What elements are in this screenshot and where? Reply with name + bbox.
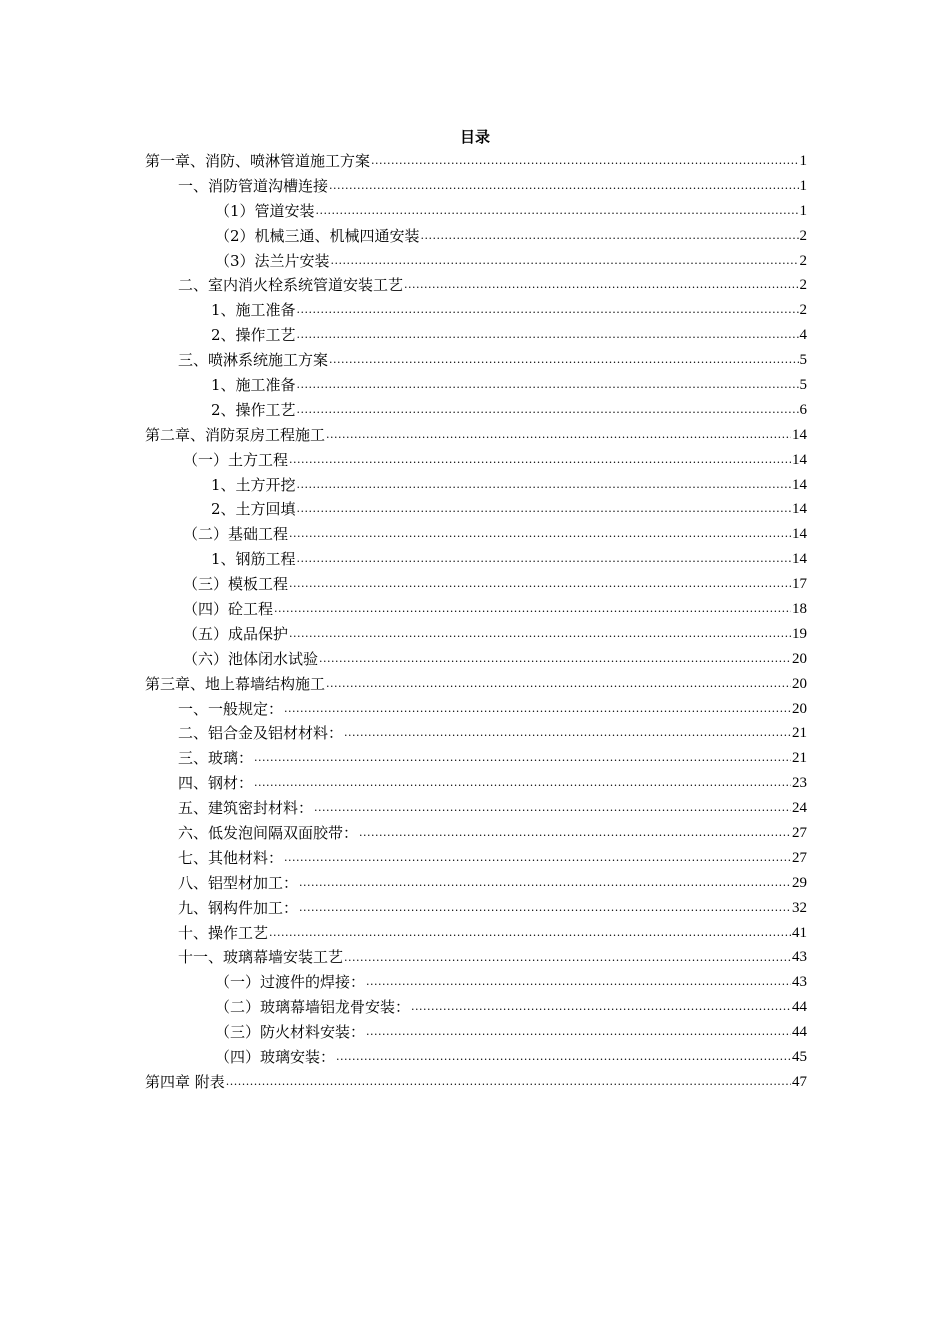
toc-entry-page: 14 (792, 526, 807, 543)
toc-leader-dots (284, 846, 791, 871)
toc-entry[interactable] (145, 1070, 807, 1095)
toc-entry[interactable] (145, 273, 807, 298)
toc-entry-label: 十、操作工艺 (178, 923, 269, 942)
toc-entry-label: 第一章、消防、喷淋管道施工方案 (145, 151, 371, 170)
toc-entry[interactable] (145, 821, 807, 846)
toc-leader-dots (344, 721, 791, 746)
toc-leader-dots (297, 323, 799, 348)
toc-entry-label: 六、低发泡间隔双面胶带： (178, 824, 359, 843)
toc-leader-dots (421, 224, 799, 249)
toc-entry-page: 6 (799, 401, 807, 418)
toc-entry-page: 27 (792, 825, 807, 842)
toc-entry[interactable] (145, 921, 807, 946)
toc-leader-dots (269, 921, 791, 946)
toc-leader-dots (297, 398, 799, 423)
toc-leader-dots (331, 249, 799, 274)
toc-leader-dots (226, 1070, 791, 1095)
toc-entry-label: （二）玻璃幕墙铝龙骨安装： (215, 998, 411, 1017)
toc-entry-page: 24 (792, 800, 807, 817)
toc-entry-label: （五）成品保护 (183, 624, 289, 643)
toc-entry[interactable] (145, 1045, 807, 1070)
toc-leader-dots (326, 423, 791, 448)
toc-leader-dots (329, 174, 798, 199)
toc-entry-page: 27 (792, 849, 807, 866)
toc-entry-label: 三、喷淋系统施工方案 (178, 351, 329, 370)
toc-entry-page: 1 (799, 152, 807, 169)
toc-entry-label: 四、钢材： (178, 774, 254, 793)
toc-entry[interactable] (145, 224, 807, 249)
toc-entry[interactable] (145, 721, 807, 746)
toc-entry[interactable] (145, 796, 807, 821)
toc-entry-page: 21 (792, 750, 807, 767)
toc-entry[interactable] (145, 697, 807, 722)
toc-entry-page: 20 (792, 650, 807, 667)
toc-entry[interactable] (145, 149, 807, 174)
toc-leader-dots (371, 149, 798, 174)
toc-entry-page: 18 (792, 601, 807, 618)
toc-entry-label: 第四章 附表 (145, 1072, 225, 1091)
toc-entry-page: 29 (792, 874, 807, 891)
toc-leader-dots (344, 946, 791, 971)
toc-entry-page: 2 (799, 252, 807, 269)
toc-entry-label: 八、铝型材加工： (178, 873, 299, 892)
toc-leader-dots (314, 796, 791, 821)
toc-entry-page: 5 (799, 352, 807, 369)
toc-entry-page: 32 (792, 899, 807, 916)
toc-entry-page: 47 (792, 1073, 807, 1090)
toc-entry-label: 三、玻璃： (178, 749, 254, 768)
toc-entry[interactable] (145, 871, 807, 896)
toc-entry[interactable] (145, 995, 807, 1020)
toc-entry-label: 十一、玻璃幕墙安装工艺 (178, 948, 344, 967)
toc-entry[interactable] (145, 373, 807, 398)
toc-entry[interactable] (145, 199, 807, 224)
toc-entry[interactable] (145, 672, 807, 697)
toc-entry[interactable] (145, 846, 807, 871)
toc-entry-label: （二）基础工程 (183, 525, 289, 544)
toc-entry-label: （三）防火材料安装： (215, 1023, 366, 1042)
toc-leader-dots (329, 348, 798, 373)
toc-entry[interactable] (145, 423, 807, 448)
toc-leader-dots (336, 1045, 791, 1070)
toc-entry-label: （一）过渡件的焊接： (215, 973, 366, 992)
toc-entry[interactable] (145, 249, 807, 274)
toc-entry-page: 14 (792, 426, 807, 443)
toc-leader-dots (297, 547, 791, 572)
toc-entry-label: 一、一般规定： (178, 699, 284, 718)
toc-entry[interactable] (145, 946, 807, 971)
toc-entry-page: 20 (792, 700, 807, 717)
toc-entry[interactable] (145, 473, 807, 498)
toc-leader-dots (316, 199, 799, 224)
toc-entry-page: 2 (799, 227, 807, 244)
toc-entry-label: （六）池体闭水试验 (183, 649, 319, 668)
toc-entry-page: 21 (792, 725, 807, 742)
toc-leader-dots (297, 298, 799, 323)
toc-entry-page: 44 (792, 999, 807, 1016)
toc-leader-dots (366, 1020, 791, 1045)
toc-entry-label: 1、钢筋工程 (211, 550, 296, 569)
toc-entry-page: 19 (792, 625, 807, 642)
toc-entry-page: 20 (792, 675, 807, 692)
toc-entry-page: 43 (792, 974, 807, 991)
toc-entry-label: 1、施工准备 (211, 376, 296, 394)
toc-entry-label: 2、操作工艺 (211, 400, 296, 419)
toc-entry-page: 2 (799, 302, 807, 319)
toc-leader-dots (404, 273, 798, 298)
toc-entry-label: 二、铝合金及铝材材料： (178, 724, 344, 743)
toc-leader-dots (299, 871, 791, 896)
toc-entry-page: 1 (799, 202, 807, 219)
toc-leader-dots (326, 672, 791, 697)
toc-entry[interactable] (145, 298, 807, 323)
toc-entry-label: （四）玻璃安装： (215, 1048, 336, 1067)
toc-entry[interactable] (145, 497, 807, 522)
toc-entry-label: 2、土方回填 (211, 500, 296, 519)
toc-entry-label: （一）土方工程 (183, 450, 289, 469)
toc-entry[interactable] (145, 597, 807, 622)
toc-entry-label: 1、土方开挖 (211, 475, 296, 494)
toc-leader-dots (289, 622, 791, 647)
toc-leader-dots (297, 473, 791, 498)
toc-entry-page: 14 (792, 451, 807, 468)
toc-entry-label: 九、钢构件加工： (178, 898, 299, 917)
toc-leader-dots (359, 821, 791, 846)
toc-entry[interactable] (145, 547, 807, 572)
toc-entry[interactable] (145, 522, 807, 547)
toc-leader-dots (411, 995, 791, 1020)
toc-entry[interactable] (145, 323, 807, 348)
toc-leader-dots (319, 647, 791, 672)
toc-entry-page: 44 (792, 1024, 807, 1041)
toc-entry-label: 2、操作工艺 (211, 326, 296, 345)
toc-entry-page: 2 (799, 277, 807, 294)
table-of-contents (145, 149, 807, 1095)
toc-entry-page: 14 (792, 476, 807, 493)
toc-leader-dots (254, 771, 791, 796)
toc-entry-label: （四）砼工程 (183, 600, 274, 619)
toc-entry-label: 二、室内消火栓系统管道安装工艺 (178, 276, 404, 295)
toc-entry-label: （2）机械三通、机械四通安装 (215, 226, 420, 245)
toc-entry-page: 43 (792, 949, 807, 966)
toc-entry[interactable] (145, 572, 807, 597)
toc-leader-dots (289, 522, 791, 547)
toc-title: 目录 (459, 128, 490, 146)
toc-entry-page: 1 (799, 177, 807, 194)
toc-entry[interactable] (145, 622, 807, 647)
toc-entry-page: 14 (792, 501, 807, 518)
toc-entry-label: （3）法兰片安装 (215, 251, 330, 270)
toc-leader-dots (366, 970, 791, 995)
toc-entry-label: 第二章、消防泵房工程施工 (145, 425, 326, 444)
toc-leader-dots (299, 896, 791, 921)
toc-leader-dots (254, 746, 791, 771)
toc-entry[interactable] (145, 746, 807, 771)
toc-leader-dots (274, 597, 791, 622)
toc-entry-page: 41 (792, 924, 807, 941)
toc-entry-page: 4 (799, 327, 807, 344)
toc-leader-dots (289, 572, 791, 597)
toc-entry[interactable] (145, 1020, 807, 1045)
toc-entry-label: （1）管道安装 (215, 201, 315, 220)
toc-entry-page: 45 (792, 1049, 807, 1066)
toc-entry-page: 23 (792, 775, 807, 792)
toc-entry-label: 第三章、地上幕墙结构施工 (145, 674, 326, 693)
toc-entry[interactable] (145, 448, 807, 473)
toc-entry-label: 1、施工准备 (211, 301, 296, 320)
toc-leader-dots (284, 697, 791, 722)
toc-entry-label: 一、消防管道沟槽连接 (178, 176, 329, 195)
toc-entry-label: 七、其他材料： (178, 848, 284, 867)
toc-entry[interactable] (145, 896, 807, 921)
toc-entry[interactable] (145, 348, 807, 373)
toc-entry-page: 5 (799, 377, 807, 393)
toc-entry-page: 17 (792, 576, 807, 593)
toc-entry-label: 五、建筑密封材料： (178, 799, 314, 818)
toc-entry[interactable] (145, 771, 807, 796)
toc-leader-dots (297, 497, 791, 522)
toc-entry[interactable] (145, 647, 807, 672)
toc-entry[interactable] (145, 174, 807, 199)
toc-entry-page: 14 (792, 551, 807, 568)
toc-leader-dots (289, 448, 791, 473)
toc-entry[interactable] (145, 398, 807, 423)
toc-entry-label: （三）模板工程 (183, 575, 289, 594)
toc-leader-dots (297, 373, 799, 398)
toc-entry[interactable] (145, 970, 807, 995)
